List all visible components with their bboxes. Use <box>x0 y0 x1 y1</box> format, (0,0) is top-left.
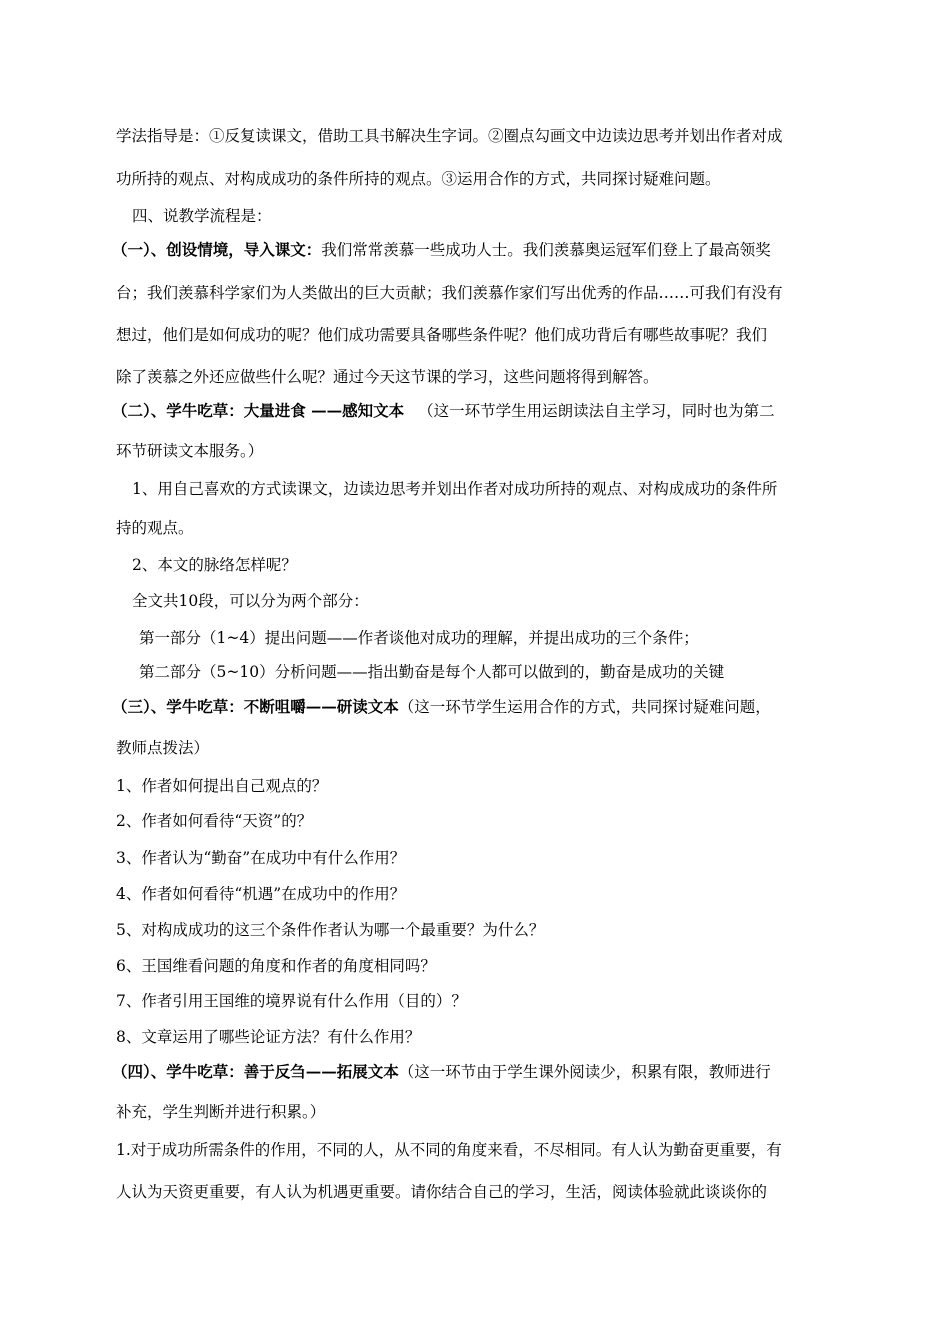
paragraph-line: 第二部分（5~10）分析问题——指出勤奋是每个人都可以做到的，勤奋是成功的关键 <box>139 663 725 681</box>
step-text: （这一环节学生运用合作的方式，共同探讨疑难问题， <box>398 698 771 716</box>
paragraph-line: 人认为天资更重要，有人认为机遇更重要。请你结合自己的学习，生活，阅读体验就此谈谈你的 <box>116 1183 768 1201</box>
paragraph-line <box>112 401 775 421</box>
paragraph-line <box>112 697 771 717</box>
paragraph-line: 2、本文的脉络怎样呢？ <box>132 556 297 574</box>
step-heading: （二）、学牛吃草：大量进食 ——感知文本 <box>112 401 405 420</box>
paragraph-line: 教师点拨法） <box>116 739 210 757</box>
question-item: 3、作者认为“勤奋”在成功中有什么作用？ <box>116 849 406 867</box>
question-item: 7、作者引用王国维的境界说有什么作用（目的）？ <box>116 992 467 1010</box>
question-item: 4、作者如何看待“机遇”在成功中的作用？ <box>116 885 406 903</box>
paragraph-line: 功所持的观点、对构成成功的条件所持的观点。③运用合作的方式，共同探讨疑难问题。 <box>116 170 721 188</box>
paragraph-line: 第一部分（1~4）提出问题——作者谈他对成功的理解，并提出成功的三个条件； <box>139 629 699 647</box>
step-text: （这一环节由于学生课外阅读少，积累有限，教师进行 <box>398 1063 771 1081</box>
paragraph-line: 除了羡慕之外还应做些什么呢？通过今天这节课的学习，这些问题将得到解答。 <box>116 368 659 386</box>
paragraph-line: 想过，他们是如何成功的呢？他们成功需要具备哪些条件呢？他们成功背后有哪些故事呢？我们 <box>116 326 768 344</box>
question-item: 2、作者如何看待“天资”的？ <box>116 812 313 830</box>
paragraph-line: 台；我们羡慕科学家们为人类做出的巨大贡献；我们羡慕作家们写出优秀的作品……可我们有没有 <box>116 284 783 302</box>
paragraph-line: 全文共10段，可以分为两个部分： <box>132 592 369 610</box>
paragraph-line: 补充，学生判断并进行积累。） <box>116 1103 326 1121</box>
paragraph-line <box>112 1062 771 1082</box>
section-title: 四、说教学流程是： <box>132 207 272 225</box>
question-item: 5、对构成成功的这三个条件作者认为哪一个最重要？为什么？ <box>116 921 545 939</box>
question-item: 8、文章运用了哪些论证方法？有什么作用？ <box>116 1028 421 1046</box>
paragraph-line: 学法指导是：①反复读课文，借助工具书解决生字词。②圈点勾画文中边读边思考并划出作者对成 <box>116 127 783 145</box>
question-item: 1、作者如何提出自己观点的？ <box>116 777 328 795</box>
paragraph-line: 持的观点。 <box>116 519 194 537</box>
paragraph-line <box>112 240 771 260</box>
step-heading: （一）、创设情境，导入课文： <box>112 240 322 259</box>
step-text: 我们常常羡慕一些成功人士。我们羡慕奥运冠军们登上了最高领奖 <box>321 241 771 259</box>
question-item: 6、王国维看问题的角度和作者的角度相同吗？ <box>116 957 436 975</box>
step-heading: （四）、学牛吃草：善于反刍——拓展文本 <box>112 1062 399 1081</box>
paragraph-line: 环节研读文本服务。） <box>116 442 264 460</box>
step-heading: （三）、学牛吃草：不断咀嚼——研读文本 <box>112 697 399 716</box>
paragraph-line: 1、用自己喜欢的方式读课文，边读边思考并划出作者对成功所持的观点、对构成成功的条件所 <box>132 480 778 498</box>
paragraph-line: 1.对于成功所需条件的作用，不同的人，从不同的角度来看，不尽相同。有人认为勤奋更重要，有 <box>116 1141 782 1159</box>
step-text: （这一环节学生用运朗读法自主学习，同时也为第二 <box>418 402 775 420</box>
